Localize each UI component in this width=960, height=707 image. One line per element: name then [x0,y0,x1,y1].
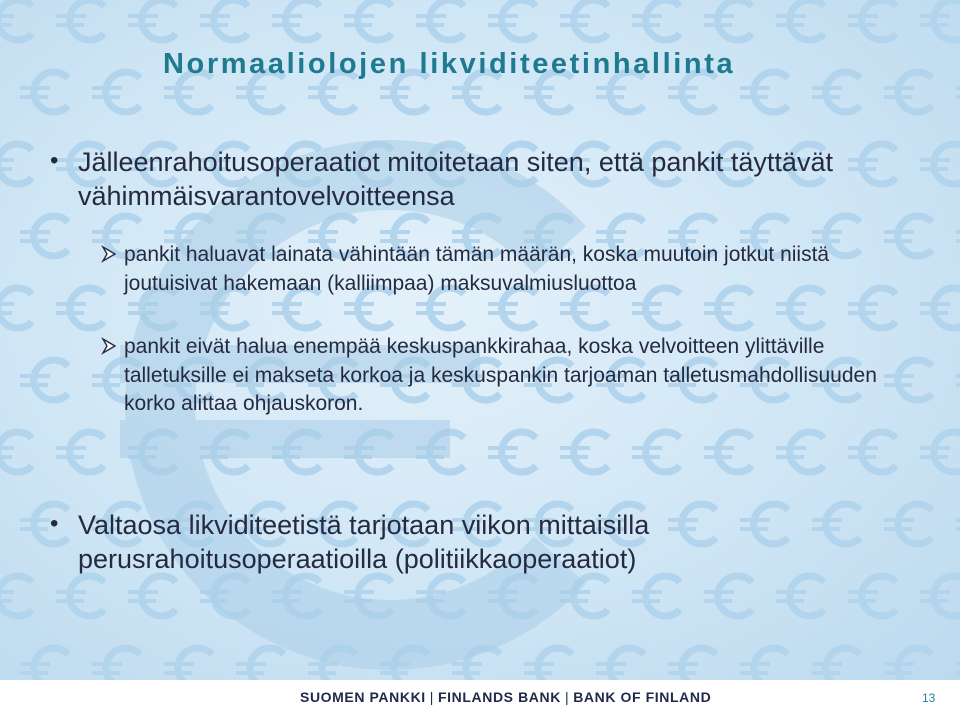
bullet-text: Valtaosa likviditeetistä tarjotaan viikon mittaisilla perusrahoitusoperaatioilla (politiikkaoperaatiot) [78,510,650,574]
bank-name-en: BANK OF FINLAND [573,689,712,705]
bullet-dot: • [50,510,59,537]
bank-name [300,689,711,705]
slide-footer [0,680,960,707]
arrow-bullet-icon [100,245,118,263]
bank-name-sv: FINLANDS BANK [438,689,561,705]
bank-name-fi: SUOMEN PANKKI [300,689,426,705]
separator: | [429,689,435,705]
bullet-text: Jälleenrahoitusoperaatiot mitoitetaan siten, että pankit täyttävät vähimmäisvarantovelvoitteensa [78,147,833,211]
sub-bullet-text: pankit haluavat lainata vähintään tämän määrän, koska muutoin jotkut niistä joutuisivat hakemaan (kalliimpaa) maksuvalmiusluottoa [124,243,830,295]
sub-bullet-text: pankit eivät halua enempää keskuspankkirahaa, koska velvoitteen ylittäville talletuksille ei makseta korkoa ja keskuspankin tarjoaman talletusmahdollisuuden korko alittaa ohjauskoron. [124,335,877,415]
bullet-dot: • [50,147,59,174]
arrow-bullet-icon [100,337,118,355]
separator: | [564,689,570,705]
page-number: 13 [922,691,936,705]
slide-title: Normaaliolojen likviditeetinhallinta [163,48,736,80]
